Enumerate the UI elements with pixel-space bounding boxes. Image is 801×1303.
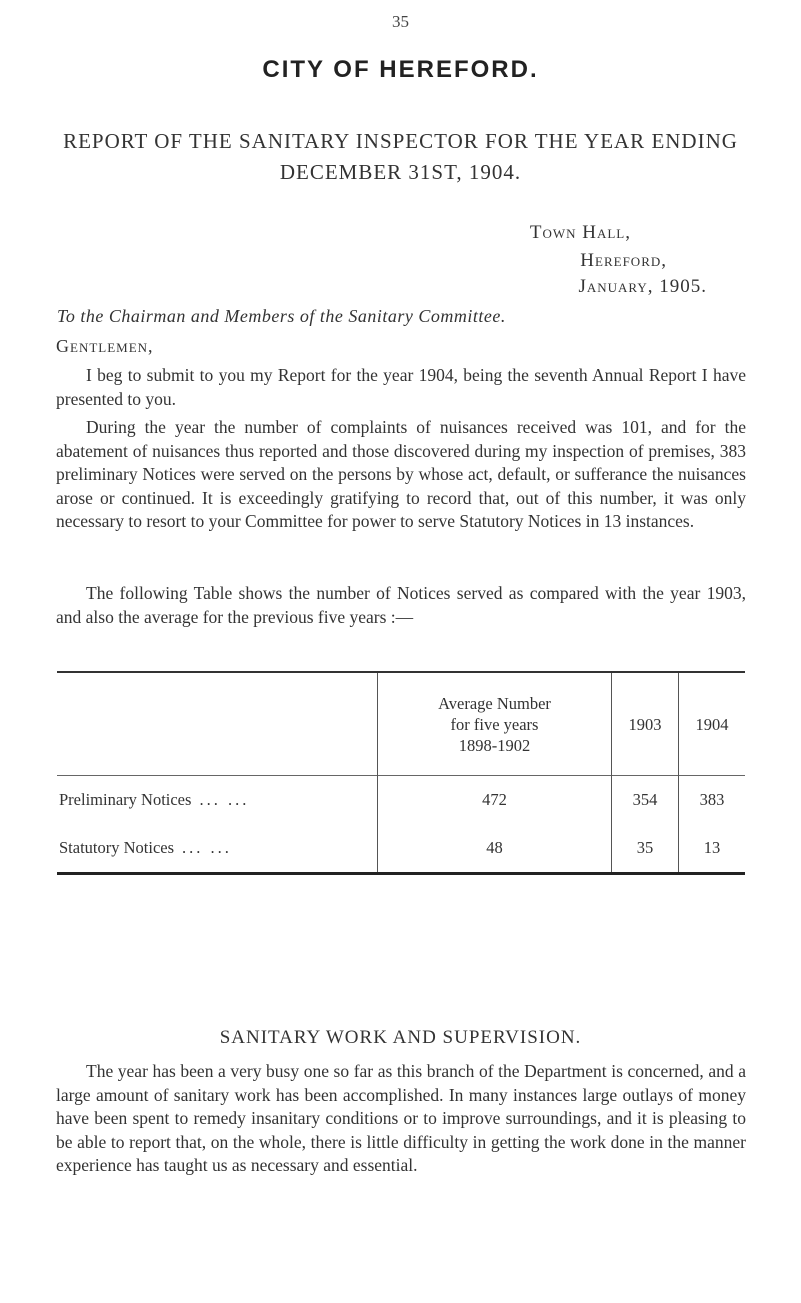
notices-table: [57, 671, 745, 875]
page-number: 35: [392, 12, 409, 31]
cell-average: 48: [378, 824, 612, 874]
header-average-line1: Average Number: [438, 693, 551, 713]
header-year-1904: 1904: [679, 672, 746, 776]
address-town-hall: Town Hall,: [529, 222, 631, 243]
paragraph-complaints: During the year the number of complaints of nuisances received was 101, and for the abatement of nuisances thus reported and those discovered during my inspection of premises, 383 preliminary Notices were served on the persons by whose act, default, or sufferance the nuisances arose or continued. It is exceedingly gratifying to record that, out of this number, it was only necessary to resort to your Committee for power to serve Statutory Notices in 13 instances.: [56, 417, 746, 531]
address-date: January, 1905.: [578, 276, 707, 297]
notices-table-header: [57, 672, 745, 776]
cell-1903: 354: [612, 776, 679, 825]
header-average-line2: for five years: [450, 714, 539, 734]
cell-average: 472: [378, 776, 612, 825]
header-blank-cell: [57, 672, 378, 776]
city-heading: CITY OF HEREFORD.: [262, 56, 539, 83]
salutation-gentlemen: Gentlemen,: [56, 336, 154, 356]
paragraph-intro: I beg to submit to you my Report for the year 1904, being the seventh Annual Report I have presented to you.: [56, 365, 746, 409]
row-label: [57, 776, 378, 825]
paragraph-table-intro: The following Table shows the number of Notices served as compared with the year 1903, and also the average for the previous five years :—: [56, 583, 746, 627]
header-average-line3: 1898-1902: [458, 735, 531, 755]
report-title: REPORT OF THE SANITARY INSPECTOR FOR THE YEAR ENDING DECEMBER 31ST, 1904.: [63, 129, 738, 184]
paragraph-sanitary-work: The year has been a very busy one so far as this branch of the Department is concerned, and a large amount of sanitary work has been accomplished. In many instances large outlays of money have been spent to remedy insanitary conditions or to improve surroundings, and it is pleasing to be able to report that, on the whole, there is little difficulty in getting the work done in the manner experience has taught us as necessary and essential.: [56, 1061, 746, 1175]
section-heading: SANITARY WORK AND SUPERVISION.: [219, 1027, 582, 1048]
table-row-statutory: [57, 824, 745, 874]
row-label: [57, 824, 378, 874]
row-label-text: Preliminary Notices: [59, 790, 192, 809]
cell-1904: 383: [679, 776, 746, 825]
salutation-addressee: To the Chairman and Members of the Sanitary Committee.: [57, 306, 506, 326]
table-row-preliminary: [57, 776, 745, 825]
header-average: [378, 672, 612, 776]
row-leader-dots: ... ...: [199, 790, 250, 809]
row-leader-dots: ... ...: [182, 838, 232, 857]
header-year-1903: 1903: [612, 672, 679, 776]
cell-1904: 13: [679, 824, 746, 874]
address-city: Hereford,: [580, 250, 667, 271]
cell-1903: 35: [612, 824, 679, 874]
row-label-text: Statutory Notices: [59, 838, 175, 857]
